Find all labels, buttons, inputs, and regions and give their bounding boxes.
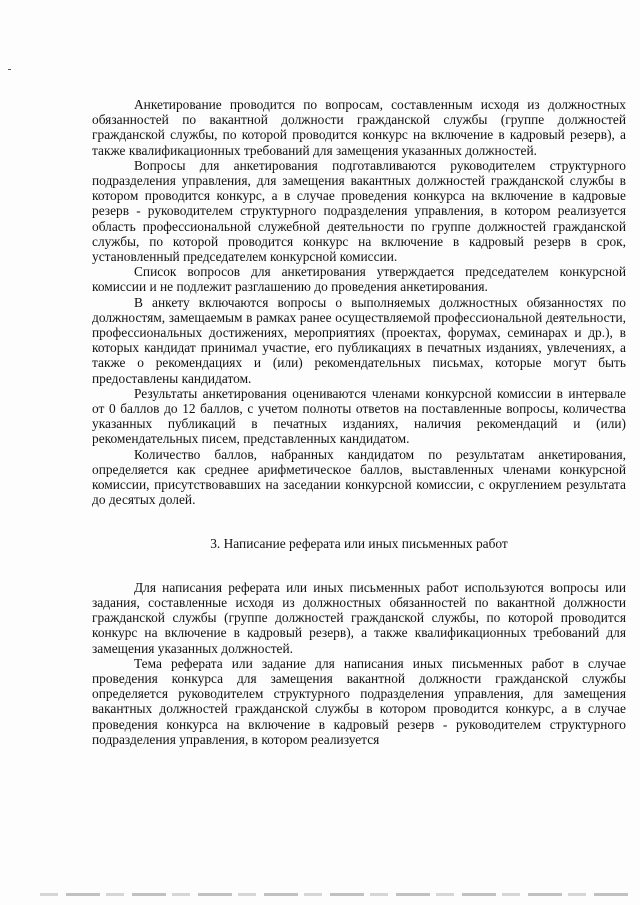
paragraph-questionnaire-scoring: Результаты анкетирования оцениваются членами конкурсной комиссии в интервале от 0 баллов до 12 баллов, с учетом полноты ответов на поставленные вопросы, количества указанных публикаций в печатных изданиях, наличия рекомендаций и (или) рекомендательных писем, представленных кандидатом. xyxy=(92,385,626,447)
section-3-body xyxy=(92,580,626,747)
paragraph-essay-topic: Тема реферата или задание для написания иных письменных работ в случае проведения конкурса для замещения вакантной должности гражданской службы определяется руководителем структурного подразделения управления, для замещения вакантных должностей гражданской службы в котором проводится конкурс, а в случае проведения конкурса на включение в кадровый резерв - руководителем структурного подразделения управления, в котором реализуется xyxy=(92,655,626,747)
scan-bottom-edge xyxy=(40,893,630,896)
document-body xyxy=(92,97,626,747)
paragraph-questionnaire-basis: Анкетирование проводится по вопросам, составленным исходя из должностных обязанностей по вакантной должности гражданской службы (группе должностей гражданской службы, по которой проводится конкурс на включение в кадровый резерв), а также квалификационных требований для замещения указанных должностей. xyxy=(92,97,626,158)
paragraph-essay-questions: Для написания реферата или иных письменных работ используются вопросы или задания, составленные исходя из должностных обязанностей по вакантной должности гражданской службы (группе должностей гражданской службы, по которой проводится конкурс на включение в кадровый резерв), а также квалификационных требований для замещения указанных должностей. xyxy=(92,579,626,656)
paragraph-score-calculation: Количество баллов, набранных кандидатом по результатам анкетирования, определяется как среднее арифметическое баллов, выставленных членами конкурсной комиссии, присутствовавших на заседании конкурсной комиссии, с округлением результата до десятых долей. xyxy=(92,446,626,508)
paragraph-questions-approval: Список вопросов для анкетирования утверждается председателем конкурсной комиссии и не подлежит разглашению до проведения анкетирования. xyxy=(92,264,626,295)
scan-mark xyxy=(8,69,11,70)
paragraph-questionnaire-contents: В анкету включаются вопросы о выполняемых должностных обязанностях по должностям, замещаемым в рамках ранее осуществляемой профессиональной деятельности, профессиональных достижениях, мероприятиях (проектах, форумах, семинарах и др.), в которых кандидат принимал участие, его публикациях в печатных изданиях, увлечениях, а также о рекомендациях и (или) рекомендательных письмах, которые могут быть предоставлены кандидатом. xyxy=(92,294,626,386)
paragraph-questions-preparation: Вопросы для анкетирования подготавливаются руководителем структурного подразделения управления, для замещения вакантных должностей гражданской службы в котором проводится конкурс, а в случае проведения конкурса на включение в кадровые резерв - руководителем структурного подразделения управления, в котором реализуется область профессиональной служебной деятельности по группе должностей гражданской службы, по которой проводится конкурс на включение в кадровый резерв в срок, установленный председателем конкурсной комиссии. xyxy=(92,157,626,265)
section-heading: 3. Написание реферата или иных письменных работ xyxy=(210,536,508,552)
